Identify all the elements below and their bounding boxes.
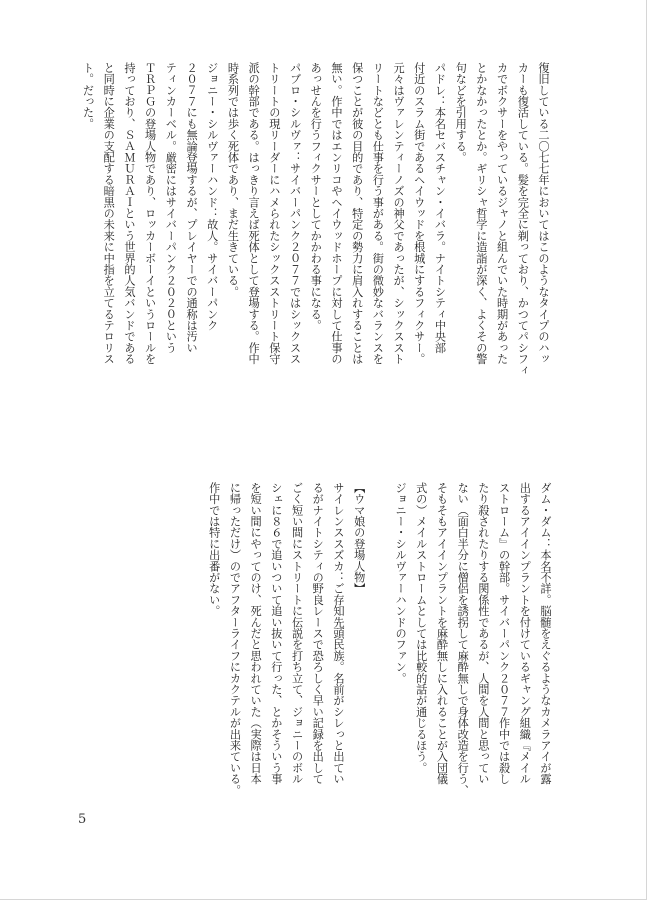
text-line: あっせんを行うフィクサーとしてかかわる事になる。 <box>309 62 323 331</box>
text-line: パブロ・シルヴァ：サイバーパンク２０７７ではシックスス <box>288 62 302 365</box>
text-line: 出するアイインプラントを付けているギャング組織『メイル <box>518 482 532 785</box>
text-block-lower <box>115 482 555 807</box>
text-line: ジョニー・シルヴァーハンドのファン。 <box>394 482 408 684</box>
text-line: に帰っただけ）のでアフターライフにカクテルが出来ている。 <box>228 482 242 796</box>
text-line: パドレ：本名セバスチャン・イバラ。ナイトシティ中央部 <box>433 62 447 354</box>
text-line: リートなどとも仕事を行う事がある。街の微妙なバランスを <box>371 62 385 365</box>
text-line: ティンカーベル。厳密にはサイバーパンク２０２０という <box>164 62 178 354</box>
text-line: 時系列では歩く死体であり、まだ生きている。 <box>226 62 240 298</box>
text-line: 式の）メイルストロームとしては比較的話が通じるほう。 <box>414 482 428 774</box>
text-line: ごく短い間にストリートに伝説を打ち立て、ジョニーのボル <box>290 482 304 785</box>
text-line: たり殺されたりする関係性であるが、人間を人間と思ってい <box>476 482 490 785</box>
text-line: 付近のスラム街であるヘイウッドを根城にするフィクサー。 <box>412 62 426 365</box>
text-line: トリートの現リーダーにハメられたシックスストリート保守 <box>267 62 281 365</box>
text-line: 無い。作中ではエンリコやヘイウッドホープに対して仕事の <box>329 62 343 365</box>
text-line: 元々はヴァレンティーノズの神父であったが、シックススト <box>392 62 406 365</box>
text-line: 句などを引用する。 <box>454 62 468 163</box>
text-line: ない（面白半分に僧侶を誘拐して麻酔無しで身体改造を行う、 <box>456 482 470 796</box>
text-line: ＴＲＰＧの登場人物であり、ロッカーボーイというロールを <box>143 62 157 365</box>
text-line: 復旧している二〇七七年においてはこのようなタイプのハッ <box>537 62 550 365</box>
text-line: ジョニー・シルヴァーハンド：故人。サイバーパンク <box>205 62 219 331</box>
text-line: 保つことが彼の目的であり、特定の勢力に肩入れすることは <box>350 62 364 365</box>
text-line: サイレンススズカ：ご存知先頭民族。名前がシレっと出てい <box>331 482 345 785</box>
text-line: ト。だった。 <box>81 62 95 130</box>
text-line: を短い間にやってのけ、死んだと思われていた（実際は日本 <box>249 482 263 785</box>
text-line: 作中では特に出番がない。 <box>207 482 221 617</box>
page-number: 5 <box>78 812 87 827</box>
text-line: ストローム』の幹部。サイバーパンク２０７７作中では殺し <box>497 482 511 785</box>
text-line: と同時に企業の支配する暗黒の未来に中指を立てるテロリス <box>102 62 116 365</box>
text-line: シェに８６で追いついて追い抜いて行った、とかそういう事 <box>269 482 283 785</box>
text-line: カーも復活している。髪を完全に剃っており、かつてパシフィ <box>516 62 530 376</box>
text-line: ２０７７にも無論登場するが、プレイヤーでの通称は汚い <box>185 62 199 354</box>
text-line: カでボクサーをやっているジャノと組んでいた時期があった <box>495 62 509 365</box>
text-line <box>369 482 390 807</box>
text-line: ダム・ダム：本名不詳。脳髄をえぐるようなカメラアイが露 <box>539 482 552 785</box>
text-line: とかなかったとか。ギリシャ哲学に造詣が深く、よくその警 <box>474 62 488 365</box>
text-line: るがナイトシティの野良レースで恐ろしく早い記録を出して <box>311 482 325 785</box>
text-line: そもそもアイインプラントを麻酔無しに入れることが入団儀 <box>435 482 449 785</box>
text-line: 持っており、ＳＡＭＵＲＡＩという世界的人気バンドである <box>122 62 136 365</box>
text-line: 【ウマ娘の登場人物】 <box>352 482 366 594</box>
text-block-upper <box>81 62 553 462</box>
text-line: 派の幹部である。はっきり言えば死体として登場する。作中 <box>247 62 261 365</box>
